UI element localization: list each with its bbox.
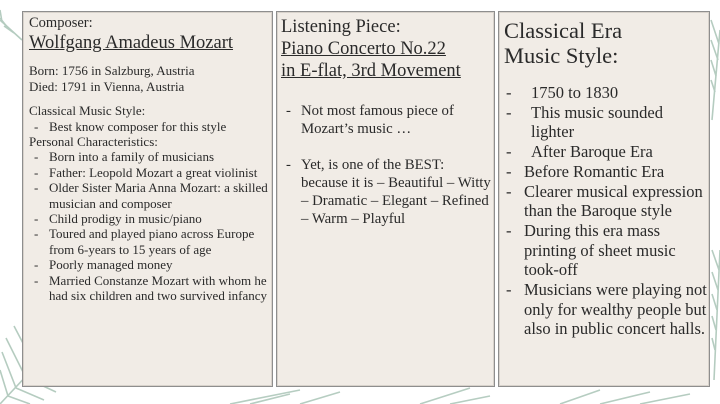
era-heading-line2: Music Style:: [504, 43, 619, 68]
style-heading: Classical Music Style:: [29, 103, 146, 118]
list-item: - Clearer musical expression than the Baroque style: [504, 182, 709, 221]
list-item: - Best know composer for this style: [29, 119, 272, 134]
died-text: Died: 1791 in Vienna, Austria: [29, 78, 185, 94]
era-panel: [498, 11, 710, 387]
piece-title-line2: in E-flat, 3rd Movement: [281, 61, 461, 81]
list-item: - Musicians were playing not only for wealthy people but also in public concert halls.: [504, 280, 709, 339]
list-item: - Not most famous piece of Mozart’s music …: [281, 102, 494, 138]
era-heading-line1: Classical Era: [504, 18, 623, 43]
personal-list: [29, 149, 272, 303]
list-item: - Father: Leopold Mozart a great violinist: [29, 165, 272, 180]
listening-heading: Listening Piece:: [281, 17, 401, 37]
era-list: [504, 83, 709, 339]
list-item: - Older Sister Maria Anna Mozart: a skilled musician and composer: [29, 180, 272, 211]
listening-panel: [276, 11, 495, 387]
composer-heading: Composer:: [29, 15, 93, 31]
style-list: [29, 119, 272, 134]
list-item: - Born into a family of musicians: [29, 149, 272, 164]
list-item: - Poorly managed money: [29, 257, 272, 272]
list-item: - After Baroque Era: [504, 142, 709, 162]
list-item: - During this era mass printing of sheet music took-off: [504, 221, 709, 280]
composer-name: Wolfgang Amadeus Mozart: [29, 33, 234, 53]
piece-title-line1: Piano Concerto No.22: [281, 39, 446, 59]
list-item: - Married Constanze Mozart with whom he had six children and two survived infancy: [29, 273, 272, 304]
list-item: - Toured and played piano across Europe from 6-years to 15 years of age: [29, 226, 272, 257]
personal-heading: Personal Characteristics:: [29, 133, 158, 149]
composer-panel: [22, 11, 273, 387]
list-item: - This music sounded lighter: [504, 103, 709, 142]
list-item: - Child prodigy in music/piano: [29, 211, 272, 226]
list-item: - Yet, is one of the BEST: because it is – Beautiful – Witty – Dramatic – Elegant – Refined – Warm – Playful: [281, 156, 494, 228]
born-text: Born: 1756 in Salzburg, Austria: [29, 63, 195, 78]
listening-list: [281, 102, 494, 228]
list-item: - 1750 to 1830: [504, 83, 709, 103]
list-item: - Before Romantic Era: [504, 162, 709, 182]
